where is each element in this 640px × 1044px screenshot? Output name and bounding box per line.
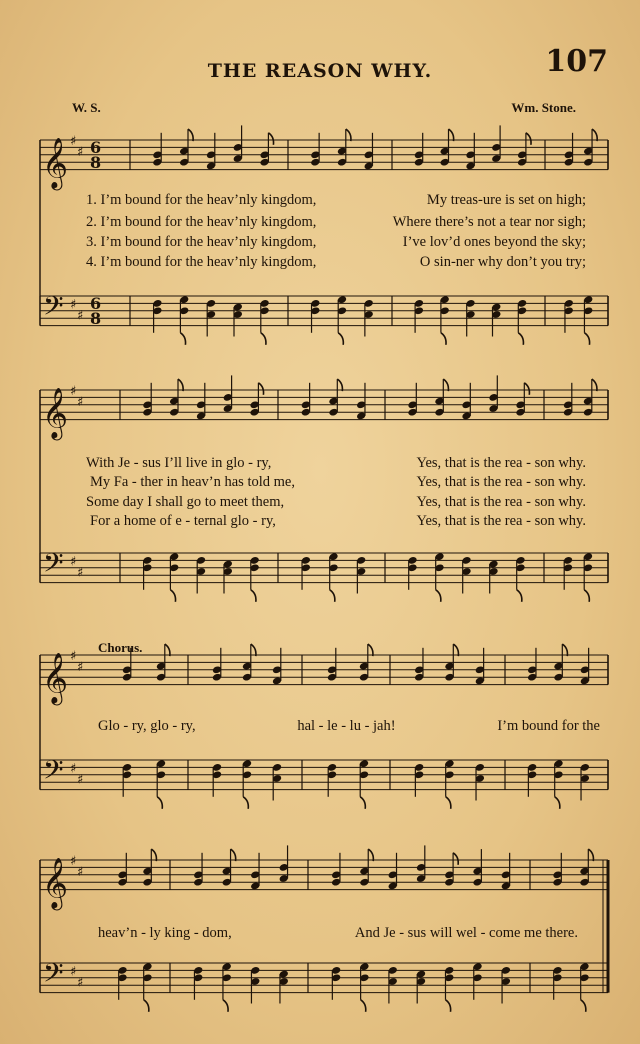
sharp-sign: ♯ (70, 854, 77, 869)
refrain-line-3 (86, 494, 586, 511)
lyric-text: 3. I’m bound for the heav’nly kingdom, (86, 234, 317, 250)
lyric-text: I’ve lov’d ones beyond the sky; (402, 234, 586, 250)
lyric-text: Yes, that is the rea - son why. (416, 455, 586, 471)
lyric-text: Yes, that is the rea - son why. (416, 513, 586, 529)
sharp-sign: ♯ (77, 565, 84, 581)
time-signature-top: 6 (90, 138, 102, 157)
note-flag (368, 849, 373, 861)
note-flag (251, 590, 256, 602)
note-flag (188, 129, 193, 141)
lyric-text: My Fa - ther in heav’n has told me, (90, 474, 295, 490)
hymn-title: THE REASON WHY. (207, 60, 433, 82)
chorus-line-1 (98, 718, 600, 735)
sharp-sign: ♯ (70, 554, 77, 570)
bass-clef: 𝄢 (43, 547, 64, 585)
time-signature-bottom: 8 (90, 153, 102, 172)
lyric-text: hal - le - lu - jah! (297, 718, 396, 734)
note-flag (436, 590, 441, 602)
treble-clef: 𝄞 (42, 857, 69, 909)
note-flag (361, 1000, 366, 1012)
composer-credit: Wm. Stone. (511, 100, 576, 115)
chorus-label: Chorus. (98, 640, 143, 655)
sharp-sign: ♯ (70, 384, 77, 399)
lyric-text: 4. I’m bound for the heav’nly kingdom, (86, 254, 317, 270)
note-flag (445, 1000, 450, 1012)
sharp-sign: ♯ (77, 145, 84, 161)
verse-line-3 (86, 234, 586, 251)
note-flag (555, 797, 560, 809)
verse-line-4 (86, 254, 586, 271)
bass-clef: 𝄢 (43, 957, 64, 995)
note-flag (223, 1000, 228, 1012)
note-flag (518, 333, 523, 345)
note-flag (588, 849, 593, 861)
note-flag (526, 133, 531, 145)
sharp-sign: ♯ (77, 395, 84, 411)
note-flag (180, 333, 185, 345)
note-flag (268, 133, 273, 145)
refrain-line-4 (90, 513, 586, 530)
sharp-sign: ♯ (70, 964, 77, 980)
note-flag (584, 590, 589, 602)
note-flag (243, 797, 248, 809)
lyric-text: My treas-ure is set on high; (426, 192, 586, 208)
note-flag (592, 379, 597, 391)
note-flag (151, 849, 156, 861)
treble-clef: 𝄞 (42, 137, 69, 189)
note-flag (360, 797, 365, 809)
note-flag (251, 644, 256, 656)
note-flag (524, 383, 529, 395)
time-signature-top: 6 (90, 294, 102, 313)
note-flag (337, 379, 342, 391)
note-flag (178, 379, 183, 391)
refrain-line-1 (86, 455, 586, 472)
lyric-text: For a home of e - ternal glo - ry, (90, 513, 276, 529)
lyric-text: And Je - sus will wel - come me there. (354, 925, 578, 941)
note-flag (368, 644, 373, 656)
note-flag (581, 1000, 586, 1012)
sharp-sign: ♯ (70, 649, 77, 664)
sharp-sign: ♯ (70, 761, 77, 777)
lyric-text: 2. I’m bound for the heav’nly kingdom, (86, 214, 317, 230)
note-flag (346, 129, 351, 141)
time-signature-bottom: 8 (90, 309, 102, 328)
note-flag (165, 644, 170, 656)
lyric-text: Glo - ry, glo - ry, (98, 718, 196, 734)
note-flag (441, 333, 446, 345)
treble-clef: 𝄞 (42, 387, 69, 439)
note-flag (453, 644, 458, 656)
note-flag (170, 590, 175, 602)
sharp-sign: ♯ (77, 660, 84, 676)
note-flag (330, 590, 335, 602)
lyric-text: Some day I shall go to meet them, (86, 494, 285, 510)
note-flag (443, 379, 448, 391)
note-flag (231, 849, 236, 861)
page-number: 107 (545, 44, 608, 79)
bass-clef: 𝄢 (43, 754, 64, 792)
treble-clef: 𝄞 (42, 652, 69, 704)
lyricist-credit: W. S. (72, 100, 101, 115)
note-flag (453, 853, 458, 865)
sharp-sign: ♯ (70, 297, 77, 313)
chorus-line-2 (98, 925, 578, 942)
lyric-text: I’m bound for the (497, 718, 600, 734)
note-flag (261, 333, 266, 345)
note-flag (446, 797, 451, 809)
lyric-text: Where there’s not a tear nor sigh; (392, 214, 586, 230)
note-flag (338, 333, 343, 345)
sharp-sign: ♯ (77, 975, 84, 991)
verse-line-2 (86, 214, 586, 231)
note-flag (449, 129, 454, 141)
lyric-text: Yes, that is the rea - son why. (416, 474, 586, 490)
sharp-sign: ♯ (77, 308, 84, 324)
lyric-text: Yes, that is the rea - son why. (416, 494, 586, 510)
note-flag (157, 797, 162, 809)
note-flag (144, 1000, 149, 1012)
lyric-text: heav’n - ly king - dom, (98, 925, 232, 941)
note-flag (258, 383, 263, 395)
lyric-text: With Je - sus I’ll live in glo - ry, (86, 455, 272, 471)
sharp-sign: ♯ (70, 134, 77, 149)
note-flag (517, 590, 522, 602)
bass-clef: 𝄢 (43, 290, 64, 328)
lyric-text: O sin-ner why don’t you try; (419, 254, 586, 270)
lyric-text: 1. I’m bound for the heav’nly kingdom, (86, 192, 317, 208)
note-flag (592, 129, 597, 141)
refrain-line-2 (90, 474, 586, 491)
note-flag (584, 333, 589, 345)
sharp-sign: ♯ (77, 772, 84, 788)
sharp-sign: ♯ (77, 865, 84, 881)
note-flag (562, 644, 567, 656)
verse-line-1 (86, 192, 586, 209)
